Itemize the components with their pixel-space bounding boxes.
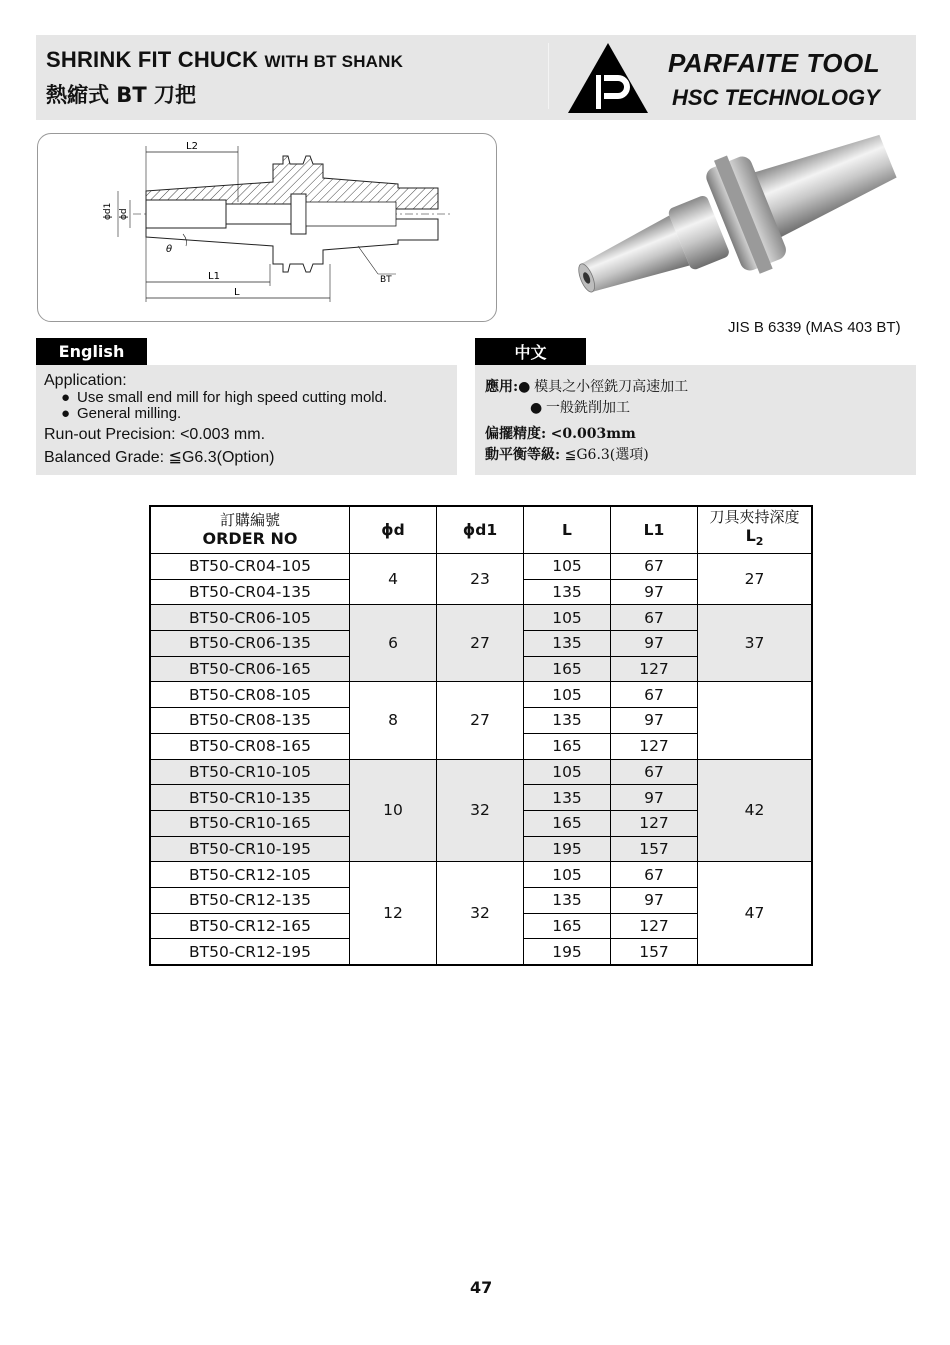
l-cell: 195 [524, 836, 611, 862]
order-no-cell: BT50-CR10-135 [150, 785, 350, 811]
bullet-dot-icon: ● [530, 400, 543, 416]
bullet-dot-icon: ● [518, 379, 531, 395]
order-no-cell: BT50-CR04-105 [150, 554, 350, 580]
technical-drawing [37, 133, 497, 322]
l-cell: 165 [524, 810, 611, 836]
english-panel [36, 365, 457, 475]
tab-english: English [36, 338, 147, 365]
l1-cell: 97 [611, 708, 698, 734]
l2-cell: 27 [698, 554, 813, 605]
title-english [46, 47, 403, 73]
table-row [150, 605, 812, 631]
l-cell: 165 [524, 913, 611, 939]
page-number: 47 [470, 1278, 493, 1297]
bullet-dot-icon: ● [61, 389, 71, 406]
dim-label-bt: BT [380, 275, 392, 285]
header-l2-symbol [698, 526, 811, 552]
chinese-application-label: 應用: [485, 379, 519, 395]
l1-cell: 67 [611, 759, 698, 785]
header-banner [36, 35, 916, 120]
order-no-cell: BT50-CR12-105 [150, 862, 350, 888]
l1-cell: 157 [611, 836, 698, 862]
l2-cell: 47 [698, 862, 813, 965]
spec-table [149, 505, 813, 966]
order-no-cell: BT50-CR08-135 [150, 708, 350, 734]
phi-d1-cell: 27 [437, 682, 524, 759]
english-runout [44, 426, 265, 444]
l1-cell: 97 [611, 785, 698, 811]
order-no-cell: BT50-CR08-105 [150, 682, 350, 708]
balance-label: Balanced Grade: [44, 449, 165, 466]
english-bullet-2-text: General milling. [77, 405, 182, 422]
dim-label-l2: L2 [186, 141, 198, 152]
l-cell: 195 [524, 939, 611, 965]
chinese-bullet-1-text: 模具之小徑銑刀高速加工 [534, 379, 689, 395]
l-cell: 135 [524, 708, 611, 734]
header-l2-main: L [745, 525, 756, 545]
runout-value: <0.003 mm. [180, 426, 266, 443]
l-cell: 105 [524, 759, 611, 785]
l1-cell: 127 [611, 810, 698, 836]
chinese-balance-value: ≦G6.3(選項) [564, 447, 649, 463]
header-l2-sub: 2 [755, 535, 764, 549]
english-bullet-1 [61, 389, 387, 406]
phi-d-cell: 8 [350, 682, 437, 759]
l-cell: 135 [524, 579, 611, 605]
chinese-runout-value: <0.003mm [550, 426, 636, 442]
table-header-row [150, 506, 812, 554]
title-main: SHRINK FIT CHUCK [46, 47, 259, 72]
title-chinese: 熱縮式 BT 刀把 [46, 83, 196, 107]
chinese-panel [475, 365, 916, 475]
brand-name: PARFAITE TOOL [668, 48, 881, 78]
l1-cell: 157 [611, 939, 698, 965]
l-cell: 165 [524, 733, 611, 759]
order-no-cell: BT50-CR06-165 [150, 656, 350, 682]
l1-cell: 127 [611, 913, 698, 939]
english-application-label: Application: [44, 372, 127, 389]
l2-cell [698, 682, 813, 759]
table-row [150, 554, 812, 580]
l1-cell: 97 [611, 579, 698, 605]
l-cell: 105 [524, 605, 611, 631]
l-cell: 105 [524, 862, 611, 888]
tab-chinese: 中文 [475, 338, 586, 365]
brand-tagline: HSC TECHNOLOGY [672, 85, 880, 110]
english-balance [44, 447, 274, 467]
l-cell: 105 [524, 682, 611, 708]
chinese-runout-label: 偏擺精度: [485, 426, 547, 442]
l-cell: 135 [524, 631, 611, 657]
table-row [150, 759, 812, 785]
dim-label-theta: θ [166, 244, 173, 255]
l1-cell: 97 [611, 887, 698, 913]
balance-value: ≦G6.3(Option) [168, 449, 275, 466]
phi-d-cell: 6 [350, 605, 437, 682]
phi-d1-cell: 27 [437, 605, 524, 682]
title-sub: WITH BT SHANK [264, 52, 404, 71]
l-cell: 165 [524, 656, 611, 682]
l1-cell: 127 [611, 656, 698, 682]
header-l2-zh: 刀具夾持深度 [709, 507, 800, 526]
order-no-cell: BT50-CR10-105 [150, 759, 350, 785]
order-no-cell: BT50-CR06-135 [150, 631, 350, 657]
phi-d-cell: 10 [350, 759, 437, 862]
header-phi-d1: ϕd1 [437, 506, 524, 554]
chinese-balance-label: 動平衡等級: [485, 447, 561, 463]
triangle-p-logo-icon [566, 41, 650, 115]
table-row [150, 682, 812, 708]
chinese-bullet-2-text: 一般銑削加工 [546, 400, 630, 416]
header-l1: L1 [611, 506, 698, 554]
phi-d-cell: 12 [350, 862, 437, 965]
phi-d1-cell: 32 [437, 759, 524, 862]
phi-d1-cell: 23 [437, 554, 524, 605]
dim-label-phi-d1: ϕd1 [103, 202, 113, 220]
l1-cell: 67 [611, 554, 698, 580]
order-no-cell: BT50-CR06-105 [150, 605, 350, 631]
standard-reference: JIS B 6339 (MAS 403 BT) [728, 319, 901, 336]
l-cell: 135 [524, 887, 611, 913]
header-order-en: ORDER NO [202, 529, 298, 548]
order-no-cell: BT50-CR12-195 [150, 939, 350, 965]
l1-cell: 67 [611, 605, 698, 631]
l1-cell: 127 [611, 733, 698, 759]
header-l: L [524, 506, 611, 554]
order-no-cell: BT50-CR12-165 [150, 913, 350, 939]
l2-cell: 42 [698, 759, 813, 862]
order-no-cell: BT50-CR08-165 [150, 733, 350, 759]
chinese-application [485, 376, 688, 396]
product-photo [555, 133, 910, 298]
english-bullet-1-text: Use small end mill for high speed cutting mold. [77, 389, 388, 406]
table-body [150, 554, 812, 966]
runout-label: Run-out Precision: [44, 426, 176, 443]
chinese-balance [485, 444, 649, 464]
order-no-cell: BT50-CR10-165 [150, 810, 350, 836]
l-cell: 105 [524, 554, 611, 580]
l1-cell: 67 [611, 682, 698, 708]
header-l2 [698, 506, 813, 554]
l1-cell: 97 [611, 631, 698, 657]
chinese-bullet-2 [530, 397, 630, 417]
order-no-cell: BT50-CR10-195 [150, 836, 350, 862]
english-bullet-2 [61, 405, 181, 422]
order-no-cell: BT50-CR04-135 [150, 579, 350, 605]
drawing-svg [38, 134, 496, 321]
dim-label-phi-d: ϕd [119, 208, 129, 220]
header-order-no [150, 506, 350, 554]
dim-label-l1: L1 [208, 271, 220, 282]
header-divider [548, 43, 549, 109]
phi-d-cell: 4 [350, 554, 437, 605]
table-row [150, 862, 812, 888]
l-cell: 135 [524, 785, 611, 811]
dim-label-l: L [234, 287, 240, 298]
l1-cell: 67 [611, 862, 698, 888]
l2-cell: 37 [698, 605, 813, 682]
chinese-runout [485, 423, 636, 443]
phi-d1-cell: 32 [437, 862, 524, 965]
bullet-dot-icon: ● [61, 405, 71, 422]
order-no-cell: BT50-CR12-135 [150, 887, 350, 913]
header-phi-d: ϕd [350, 506, 437, 554]
header-order-zh: 訂購編號 [219, 511, 280, 529]
